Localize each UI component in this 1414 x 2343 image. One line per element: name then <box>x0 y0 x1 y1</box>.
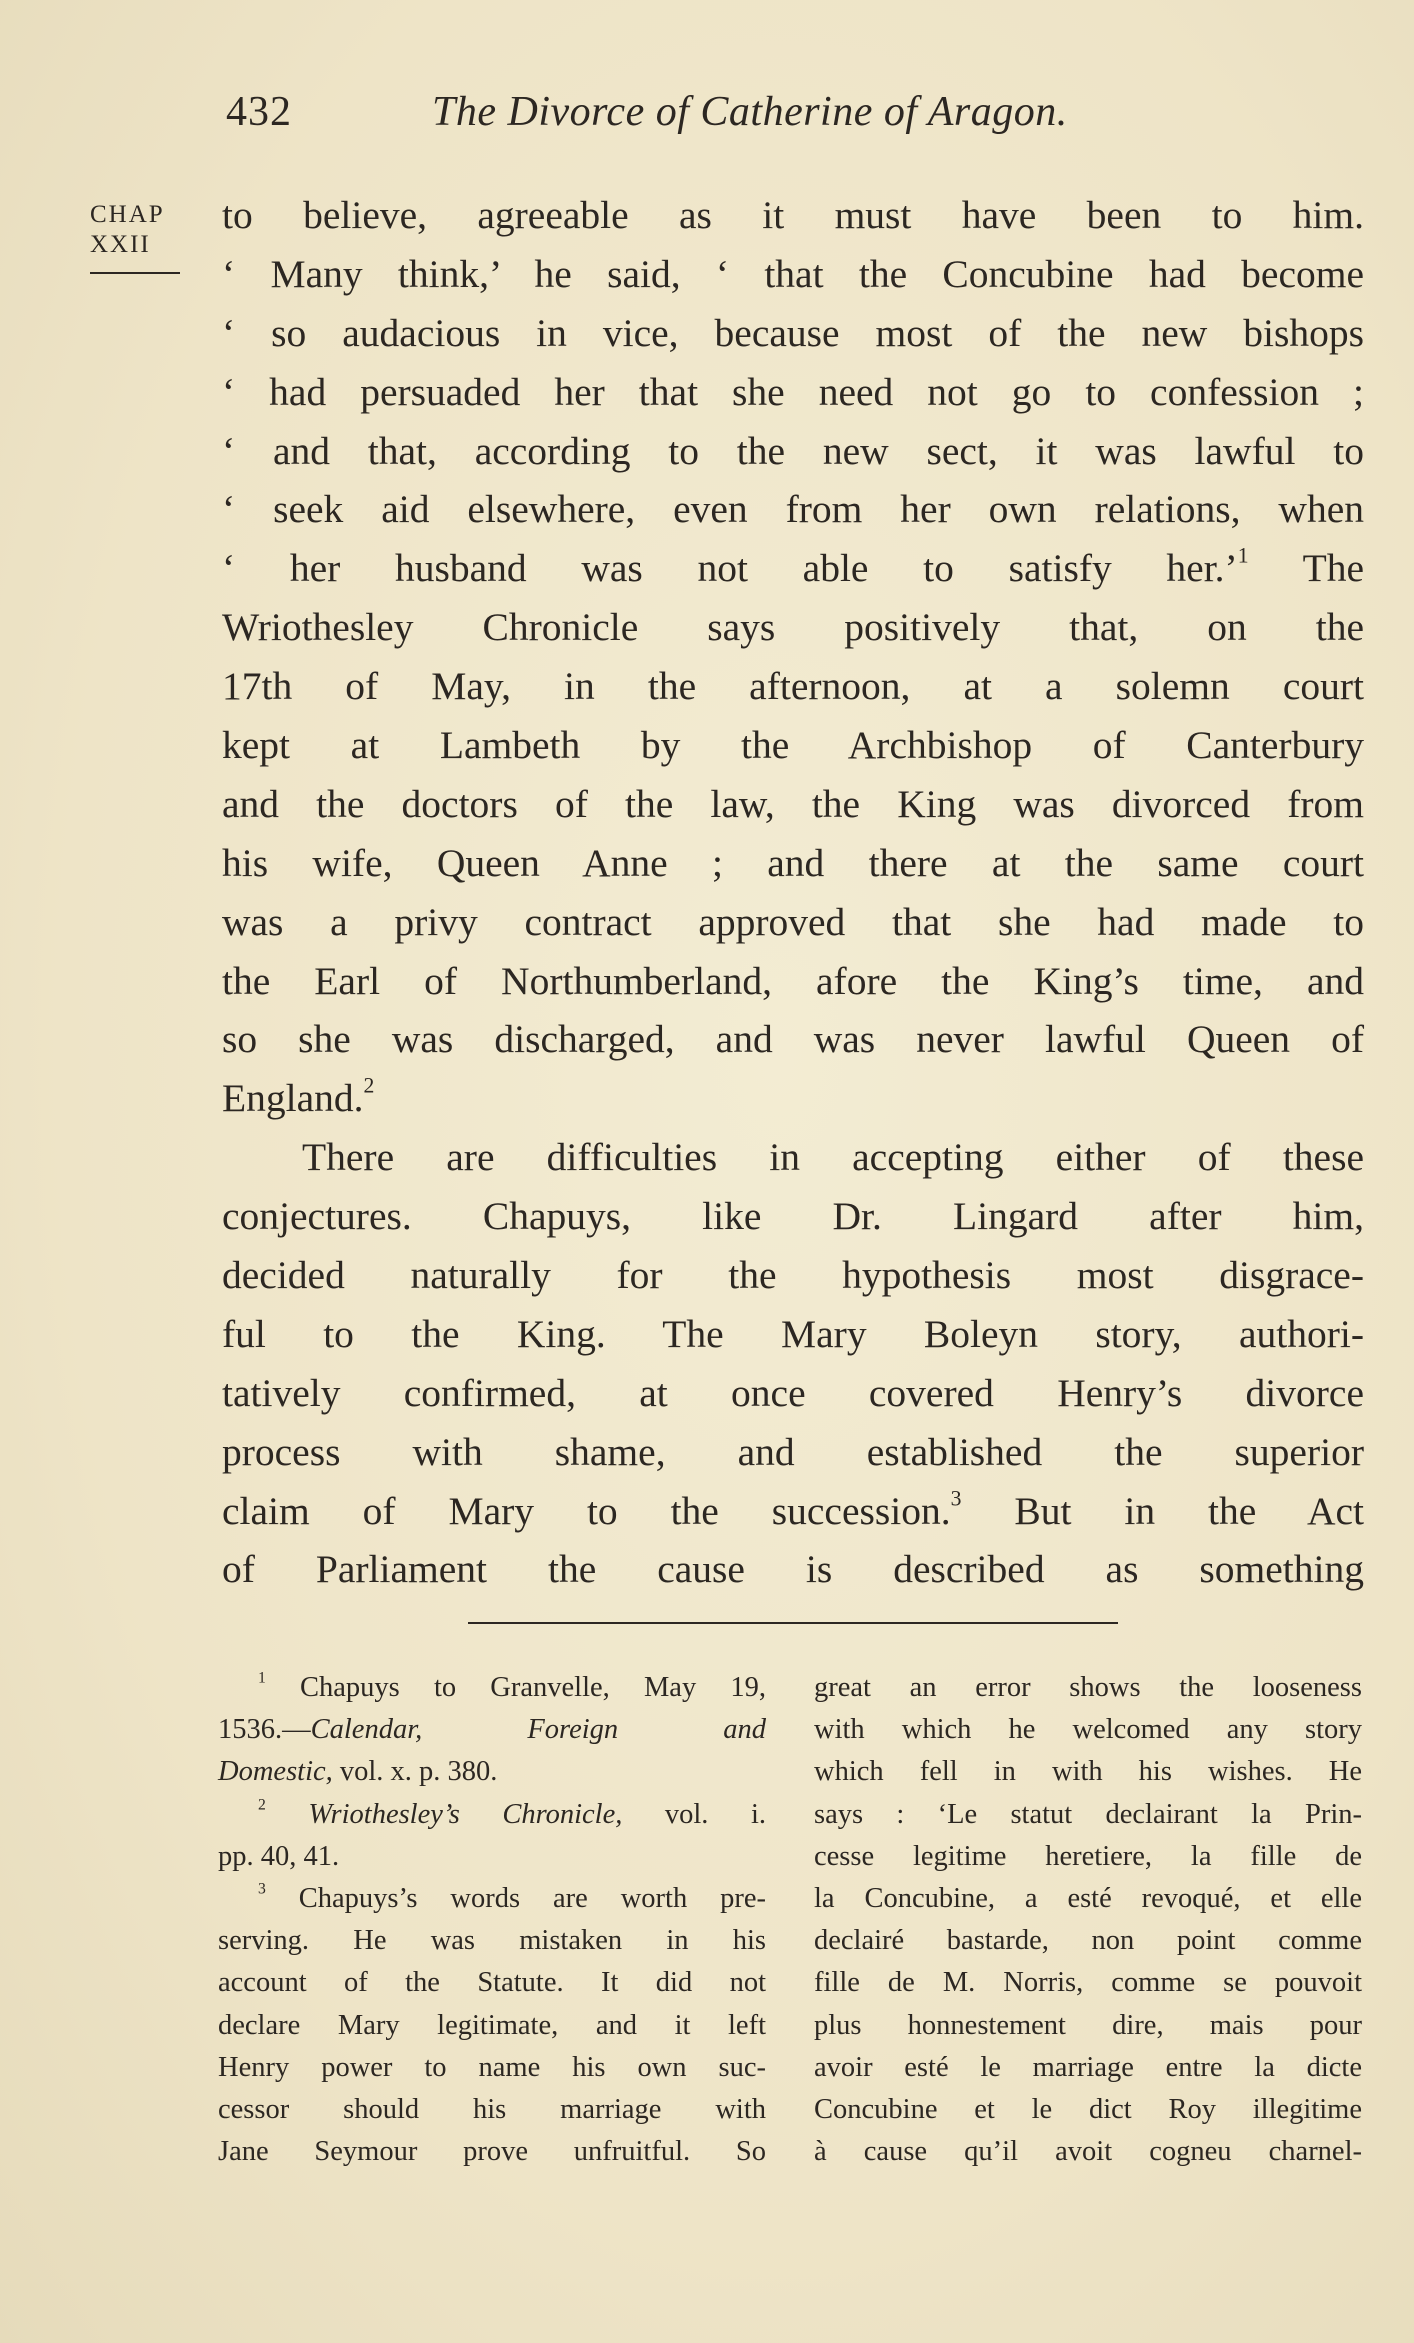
footnote-line <box>218 1667 766 1709</box>
margin-rule <box>90 272 180 274</box>
footnote-text: 1536.— <box>218 1714 311 1746</box>
footnote-text: and <box>723 1714 766 1746</box>
chapter-margin-note <box>90 200 185 274</box>
chapter-number: XXII <box>90 231 151 258</box>
footnote-mark: 2 <box>258 1796 266 1814</box>
text-line: the Earl of Northumberland, afore the King’s time, and <box>222 958 1364 1003</box>
text-segment: The <box>1302 546 1364 591</box>
footnote-line: with which he welcomed any story <box>814 1714 1362 1746</box>
chapter-label: CHAP <box>90 201 165 228</box>
text-line <box>222 1069 1364 1128</box>
footnote-line: which fell in with his wishes. He <box>814 1756 1362 1788</box>
text-line: process with shame, and established the superior <box>222 1429 1364 1474</box>
footnote-line: à cause qu’il avoit cogneu charnel- <box>814 2136 1362 2168</box>
footnote-line: Jane Seymour prove unfruitful. So <box>218 2136 766 2168</box>
footnote-separator <box>468 1622 1118 1624</box>
text-segment: But in the Act <box>1014 1488 1365 1533</box>
text-line: to believe, agreeable as it must have been to him. <box>222 193 1364 237</box>
footnote-line: cessor should his marriage with <box>218 2093 766 2125</box>
text-segment: claim of Mary to the succession. <box>222 1488 951 1533</box>
footnotes-left-column <box>218 1667 766 2173</box>
text-line: tatively confirmed, at once covered Henry’s divorce <box>222 1370 1364 1415</box>
footnote-line <box>218 1878 766 1920</box>
footnote-line: declare Mary legitimate, and it left <box>218 2009 766 2041</box>
footnote-line: avoir esté le marriage entre la dicte <box>814 2051 1362 2083</box>
footnote-text: Domestic, <box>218 1756 333 1788</box>
footnote-text: Chapuys to Granvelle, May 19, <box>300 1672 766 1703</box>
footnote-line: Henry power to name his own suc- <box>218 2051 766 2083</box>
footnote-text: Chapuys’s words are worth pre- <box>298 1882 766 1914</box>
footnote-line: plus honnestement dire, mais pour <box>814 2009 1362 2041</box>
footnote-line: says : ‘Le statut declairant la Prin- <box>814 1798 1362 1830</box>
text-line: kept at Lambeth by the Archbishop of Canterbury <box>222 723 1364 768</box>
footnote-line: cesse legitime heretiere, la fille de <box>814 1840 1362 1872</box>
paragraph-start: There are difficulties in accepting either of these <box>302 1135 1364 1180</box>
footnote-line <box>218 1794 766 1836</box>
main-text <box>222 186 1364 1599</box>
text-line: his wife, Queen Anne ; and there at the same court <box>222 840 1364 885</box>
footnote-line: la Concubine, a esté revoqué, et elle <box>814 1882 1362 1914</box>
text-segment: England. <box>222 1076 364 1121</box>
text-line: ‘ had persuaded her that she need not go to confession ; <box>222 369 1364 414</box>
page-header <box>226 88 1068 136</box>
text-line: decided naturally for the hypothesis most disgrace- <box>222 1253 1364 1298</box>
footnote-mark: 1 <box>258 1669 266 1687</box>
footnote-mark: 3 <box>258 1880 266 1898</box>
footnote-ref: 3 <box>950 1486 962 1511</box>
footnote-line: Concubine et le dict Roy illegitime <box>814 2093 1362 2125</box>
text-line <box>222 1482 1364 1541</box>
text-line: so she was discharged, and was never lawful Queen of <box>222 1017 1364 1062</box>
text-line <box>222 539 1364 598</box>
text-line: conjectures. Chapuys, like Dr. Lingard after him, <box>222 1194 1364 1239</box>
footnote-text: Foreign <box>527 1714 619 1746</box>
page-number: 432 <box>226 89 292 135</box>
text-line: 17th of May, in the afternoon, at a solemn court <box>222 664 1364 709</box>
footnote-line: pp. 40, 41. <box>218 1840 340 1872</box>
footnote-text: Calendar, <box>310 1714 423 1746</box>
footnote-line: declairé bastarde, non point comme <box>814 1925 1362 1957</box>
running-title: The Divorce of Catherine of Aragon. <box>432 89 1068 135</box>
text-line: Wriothesley Chronicle says positively that, on the <box>222 605 1364 650</box>
footnote-ref: 1 <box>1237 543 1249 568</box>
footnote-line: fille de M. Norris, comme se pouvoit <box>814 1967 1362 1999</box>
text-line: was a privy contract approved that she had made to <box>222 899 1364 944</box>
footnote-line <box>218 1709 766 1751</box>
footnote-text: vol. x. p. 380. <box>339 1756 498 1788</box>
text-segment: ‘ her husband was not able to satisfy her.’ <box>222 546 1238 591</box>
text-line: and the doctors of the law, the King was divorced from <box>222 781 1364 826</box>
footnote-line: serving. He was mistaken in his <box>218 1925 766 1957</box>
text-line: ‘ Many think,’ he said, ‘ that the Concubine had become <box>222 251 1364 296</box>
footnote-line <box>218 1751 766 1793</box>
footnotes-right-column <box>814 1667 1362 2173</box>
text-line: of Parliament the cause is described as something <box>222 1547 1364 1592</box>
footnote-text: vol. i. <box>664 1798 766 1830</box>
footnote-ref: 2 <box>363 1073 375 1098</box>
footnote-line: account of the Statute. It did not <box>218 1967 766 1999</box>
text-line: ful to the King. The Mary Boleyn story, authori- <box>222 1311 1364 1356</box>
footnote-text: Wriothesley’s Chronicle, <box>308 1798 623 1830</box>
text-line: ‘ so audacious in vice, because most of the new bishops <box>222 310 1364 355</box>
footnote-line: great an error shows the looseness <box>814 1672 1362 1703</box>
text-line: ‘ and that, according to the new sect, it was lawful to <box>222 428 1364 473</box>
text-line: ‘ seek aid elsewhere, even from her own relations, when <box>222 487 1364 532</box>
